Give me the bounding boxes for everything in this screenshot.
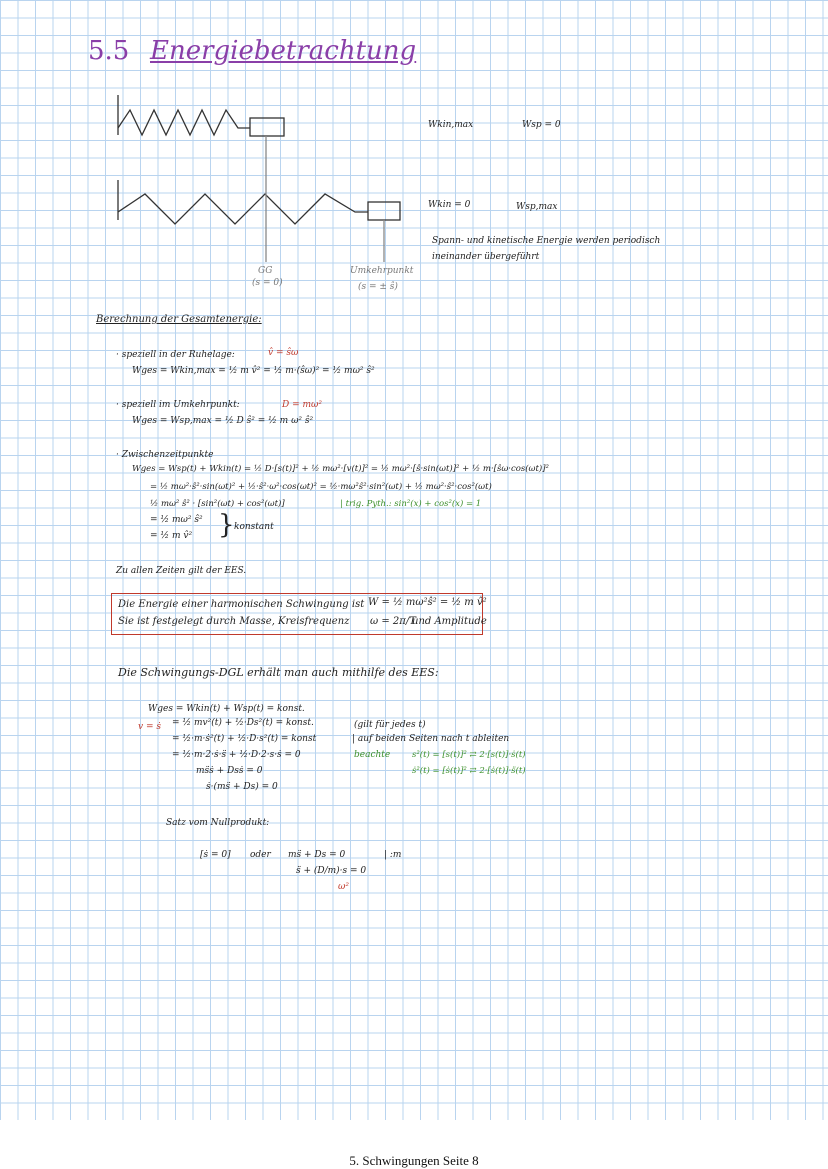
dgl-line-5: ms̈ṡ + Dsṡ = 0 [196,766,263,776]
dgl-line-2: = ½ mv²(t) + ½·Ds²(t) = konst. [172,718,314,728]
box-line-2a: Sie ist festgelegt durch Masse, Kreisfrequenz [118,616,350,627]
zwischen-line-3: ½ mω² ŝ² · [sin²(ωt) + cos²(ωt)] [150,499,285,509]
ruhelage-title: · speziell in der Ruhelage: [116,350,235,360]
dgl-note-2: | auf beiden Seiten nach t ableiten [352,734,510,744]
label-wsp-zero: Wsp = 0 [522,120,561,130]
ruhelage-equation: Wges = Wkin,max = ½ m v̂² = ½ m·(ŝω)² = ½ mω² ŝ² [132,366,375,376]
beachte-label: beachte [354,750,391,760]
umkehr-title: · speziell im Umkehrpunkt: [116,400,240,410]
box-line-1a: Die Energie einer harmonischen Schwingung ist [118,599,365,610]
zwischen-line-2: = ½ mω²·ŝ²·sin(ωt)² + ½·ŝ²·ω²·cos(ωt)² = ½·mω²ŝ²·sin²(ωt) + ½ mω²·ŝ²·cos²(ωt) [150,482,492,492]
label-wkin-zero: Wkin = 0 [428,200,471,210]
nullprodukt-case-1: [ṡ = 0] [200,850,231,860]
omega-squared-note: ω² [338,882,349,892]
derivative-rule-1: s²(t) = [s(t)]² ⇄ 2·[s(t)]·ṡ(t) [412,750,526,760]
zwischen-line-4: = ½ mω² ŝ² [150,515,203,525]
energy-note-1: Spann- und kinetische Energie werden periodisch [432,236,661,246]
brace-icon: } [218,510,235,540]
ees-line: Zu allen Zeiten gilt der EES. [116,566,247,576]
nullprodukt-case-2: ms̈ + Ds = 0 [288,850,346,860]
spring-extended [118,194,368,224]
gesamt-heading: Berechnung der Gesamtenergie: [96,314,262,325]
dgl-line-3: = ½·m·ṡ²(t) + ½·D·s²(t) = konst [172,734,317,744]
zwischen-line-5: = ½ m v̂² [150,531,193,541]
umkehr-equation: Wges = Wsp,max = ½ D ŝ² = ½ m ω² ŝ² [132,416,314,426]
box-line-2b: ω = 2π/T [370,616,416,627]
section-number: 5.5 [88,36,130,66]
gg-sub: (s = 0) [252,278,283,288]
page-title: Energiebetrachtung [150,36,417,66]
umkehr-label: Umkehrpunkt [350,266,414,276]
page-footer: 5. Schwingungen Seite 8 [349,1153,479,1168]
satz-nullprodukt: Satz vom Nullprodukt: [166,818,270,828]
ruhelage-note: v̂ = ŝω [268,348,299,358]
umkehr-sub: (s = ± ŝ) [358,282,398,292]
v-substitution: v = ṡ [138,722,161,732]
dgl-note-1: (gilt für jedes t) [354,720,426,730]
divide-by-m: | :m [384,850,402,860]
derivative-rule-2: ṡ²(t) = [ṡ(t)]² ⇄ 2·[ṡ(t)]·s̈(t) [412,766,526,776]
box-line-1b: W = ½ mω²ŝ² = ½ m v̂² [368,597,487,608]
label-wkin-max: Wkin,max [428,120,474,130]
dgl-line-6: ṡ·(ms̈ + Ds) = 0 [206,782,278,792]
gg-label: GG [258,266,273,276]
dgl-line-1: Wges = Wkin(t) + Wsp(t) = konst. [148,704,305,714]
mass-bottom [368,202,400,220]
dgl-heading: Die Schwingungs-DGL erhält man auch mithilfe des EES: [118,666,439,679]
mass-top [250,118,284,136]
box-line-2c: und Amplitude [412,616,487,627]
trig-pythagoras-note: | trig. Pyth.: sin²(x) + cos²(x) = 1 [340,499,482,509]
spring-diagram [0,0,828,300]
nullprodukt-result: s̈ + (D/m)·s = 0 [296,866,367,876]
zwischen-title: · Zwischenzeitpunkte [116,450,214,460]
label-wsp-max: Wsp,max [516,202,558,212]
zwischen-line-1: Wges = Wsp(t) + Wkin(t) = ½ D·[s(t)]² + ½ mω²·[v(t)]² = ½ mω²·[ŝ·sin(ωt)]² + ½ m·[ŝω·cos(ωt)]² [132,464,549,474]
konstant-label: konstant [234,522,274,532]
dgl-line-4: = ½·m·2·ṡ·s̈ + ½·D·2·s·ṡ = 0 [172,750,301,760]
oder-label: oder [250,850,271,860]
umkehr-note: D = mω² [282,400,322,410]
spring-compressed [118,110,250,135]
energy-note-2: ineinander übergeführt [432,252,540,262]
